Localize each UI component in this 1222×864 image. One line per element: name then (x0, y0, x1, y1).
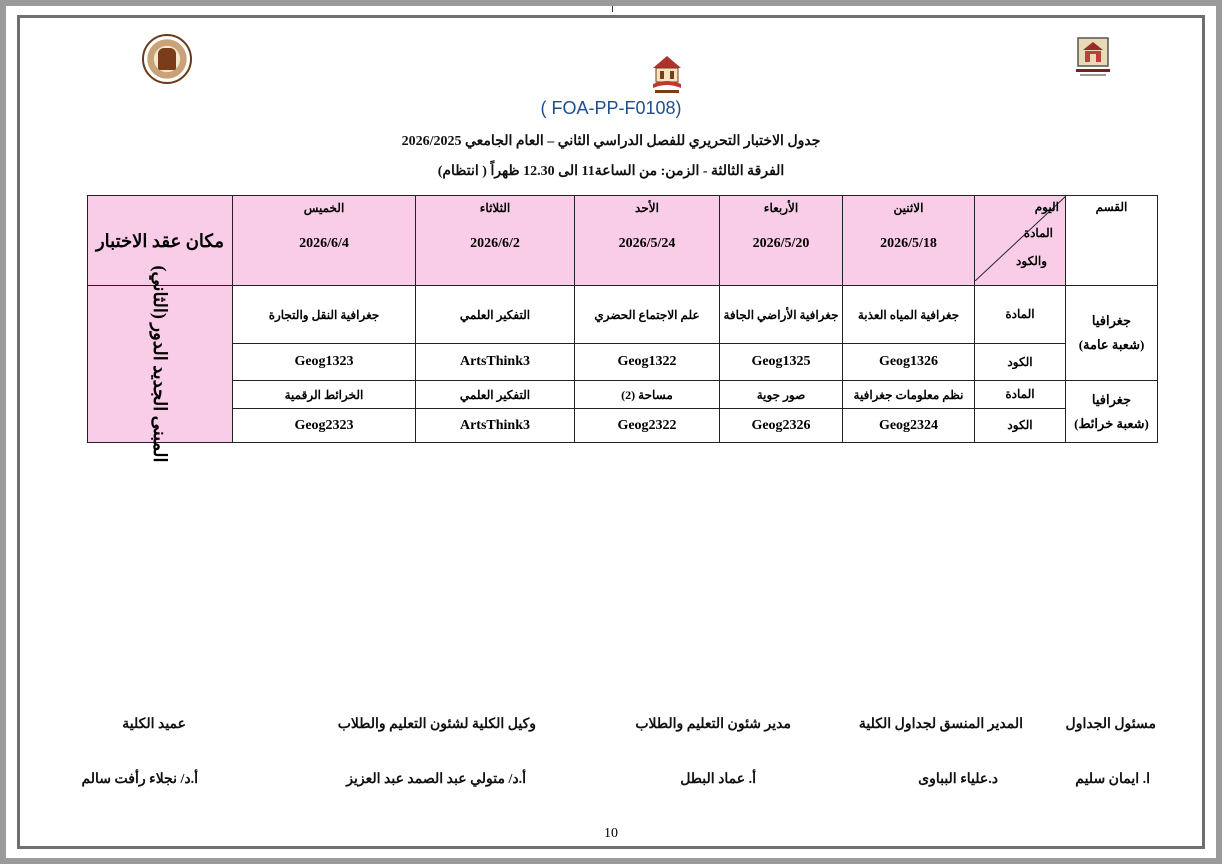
signature-name: أ.د/ نجلاء رأفت سالم (81, 772, 198, 787)
code-cell: ArtsThink3 (416, 409, 575, 443)
subject-cell: التفكير العلمي (416, 286, 575, 344)
dept-branch: (شعبة عامة) (1078, 337, 1145, 352)
subject-cell: صور جوية (720, 381, 843, 409)
row-label: المادة (975, 381, 1066, 409)
day-header (575, 196, 720, 286)
education-quality-logo (647, 54, 687, 96)
signature-role: وكيل الكلية لشئون التعليم والطلاب (337, 717, 536, 732)
document-page (6, 6, 1216, 858)
corner-header (975, 196, 1066, 286)
code-cell: Geog2322 (575, 409, 720, 443)
signature-name: ا. ايمان سليم (1075, 772, 1150, 787)
faculty-seal-logo (142, 34, 192, 84)
subject-cell: جغرافية النقل والتجارة (233, 286, 416, 344)
day-header (843, 196, 975, 286)
schedule-subtitle: الفرقة الثالثة - الزمن: من الساعة11 الى 12.30 ظهراً ( انتظام) (437, 164, 785, 179)
row-label: المادة (975, 286, 1066, 344)
day-name: الخميس (303, 201, 345, 215)
signature-role: عميد الكلية (122, 717, 186, 732)
header-row (88, 196, 1158, 286)
day-date: 2026/5/18 (880, 236, 937, 251)
signature-role: مدير شئون التعليم والطلاب (635, 717, 791, 732)
code-cell: Geog2323 (233, 409, 416, 443)
day-name: الثلاثاء (479, 201, 511, 215)
dept-branch: (شعبة خرائط) (1074, 415, 1149, 431)
corner-subject-label: المادة (1023, 226, 1053, 240)
signature-name: د.علياء البباوى (918, 772, 998, 787)
subject-cell: جغرافية المياه العذبة (843, 286, 975, 344)
code-cell: Geog2324 (843, 409, 975, 443)
subject-cell: الخرائط الرقمية (233, 381, 416, 409)
table-row (88, 381, 1158, 409)
place-value: المبنى الجديد الدور (الثاني) (150, 265, 170, 463)
signature-name: أ. عماد البطل (680, 772, 756, 787)
dept-cell (1066, 286, 1158, 381)
subject-cell: جغرافية الأراضي الجافة (720, 286, 843, 344)
subject-cell: مساحة (2) (575, 381, 720, 409)
day-name: الاثنين (893, 201, 924, 215)
table-row (88, 286, 1158, 344)
code-cell: Geog1323 (233, 344, 416, 381)
signature-role: مسئول الجداول (1065, 717, 1156, 732)
row-label: الكود (975, 409, 1066, 443)
day-date: 2026/5/20 (752, 236, 810, 251)
dept-name: جغرافيا (1091, 313, 1132, 328)
day-name: الأربعاء (763, 201, 799, 215)
subject-cell: التفكير العلمي (416, 381, 575, 409)
place-header: مكان عقد الاختبار (88, 196, 233, 286)
row-label: الكود (975, 344, 1066, 381)
day-date: 2026/6/2 (470, 236, 520, 251)
signature-role: المدير المنسق لجداول الكلية (858, 717, 1023, 732)
subject-cell: علم الاجتماع الحضري (575, 286, 720, 344)
form-code: ( FOA-PP-F0108) (540, 98, 682, 118)
code-cell: Geog1325 (720, 344, 843, 381)
dept-name: جغرافيا (1091, 391, 1132, 407)
table-row (88, 344, 1158, 381)
schedule-title: جدول الاختبار التحريري للفصل الدراسي الثاني – العام الجامعي 2026/2025 (401, 134, 821, 149)
text-cursor-mark (612, 6, 613, 12)
code-cell: Geog2326 (720, 409, 843, 443)
cairo-university-logo (1070, 36, 1116, 80)
day-date: 2026/6/4 (299, 236, 349, 251)
corner-day-label: اليوم (1034, 200, 1059, 214)
place-cell (88, 265, 233, 463)
dept-header: القسم (1066, 196, 1158, 286)
dept-cell (1066, 381, 1158, 443)
code-cell: Geog1326 (843, 344, 975, 381)
corner-code-label: والكود (1016, 254, 1047, 268)
day-date: 2026/5/24 (618, 236, 676, 251)
code-cell: ArtsThink3 (416, 344, 575, 381)
table-row (88, 409, 1158, 443)
exam-schedule-table (87, 195, 1158, 463)
day-header (416, 196, 575, 286)
signature-name: أ.د/ متولي عبد الصمد عبد العزيز (346, 772, 526, 787)
day-header (233, 196, 416, 286)
subject-cell: نظم معلومات جغرافية (843, 381, 975, 409)
page-number: 10 (604, 826, 618, 841)
day-name: الأحد (635, 201, 659, 215)
code-cell: Geog1322 (575, 344, 720, 381)
day-header (720, 196, 843, 286)
